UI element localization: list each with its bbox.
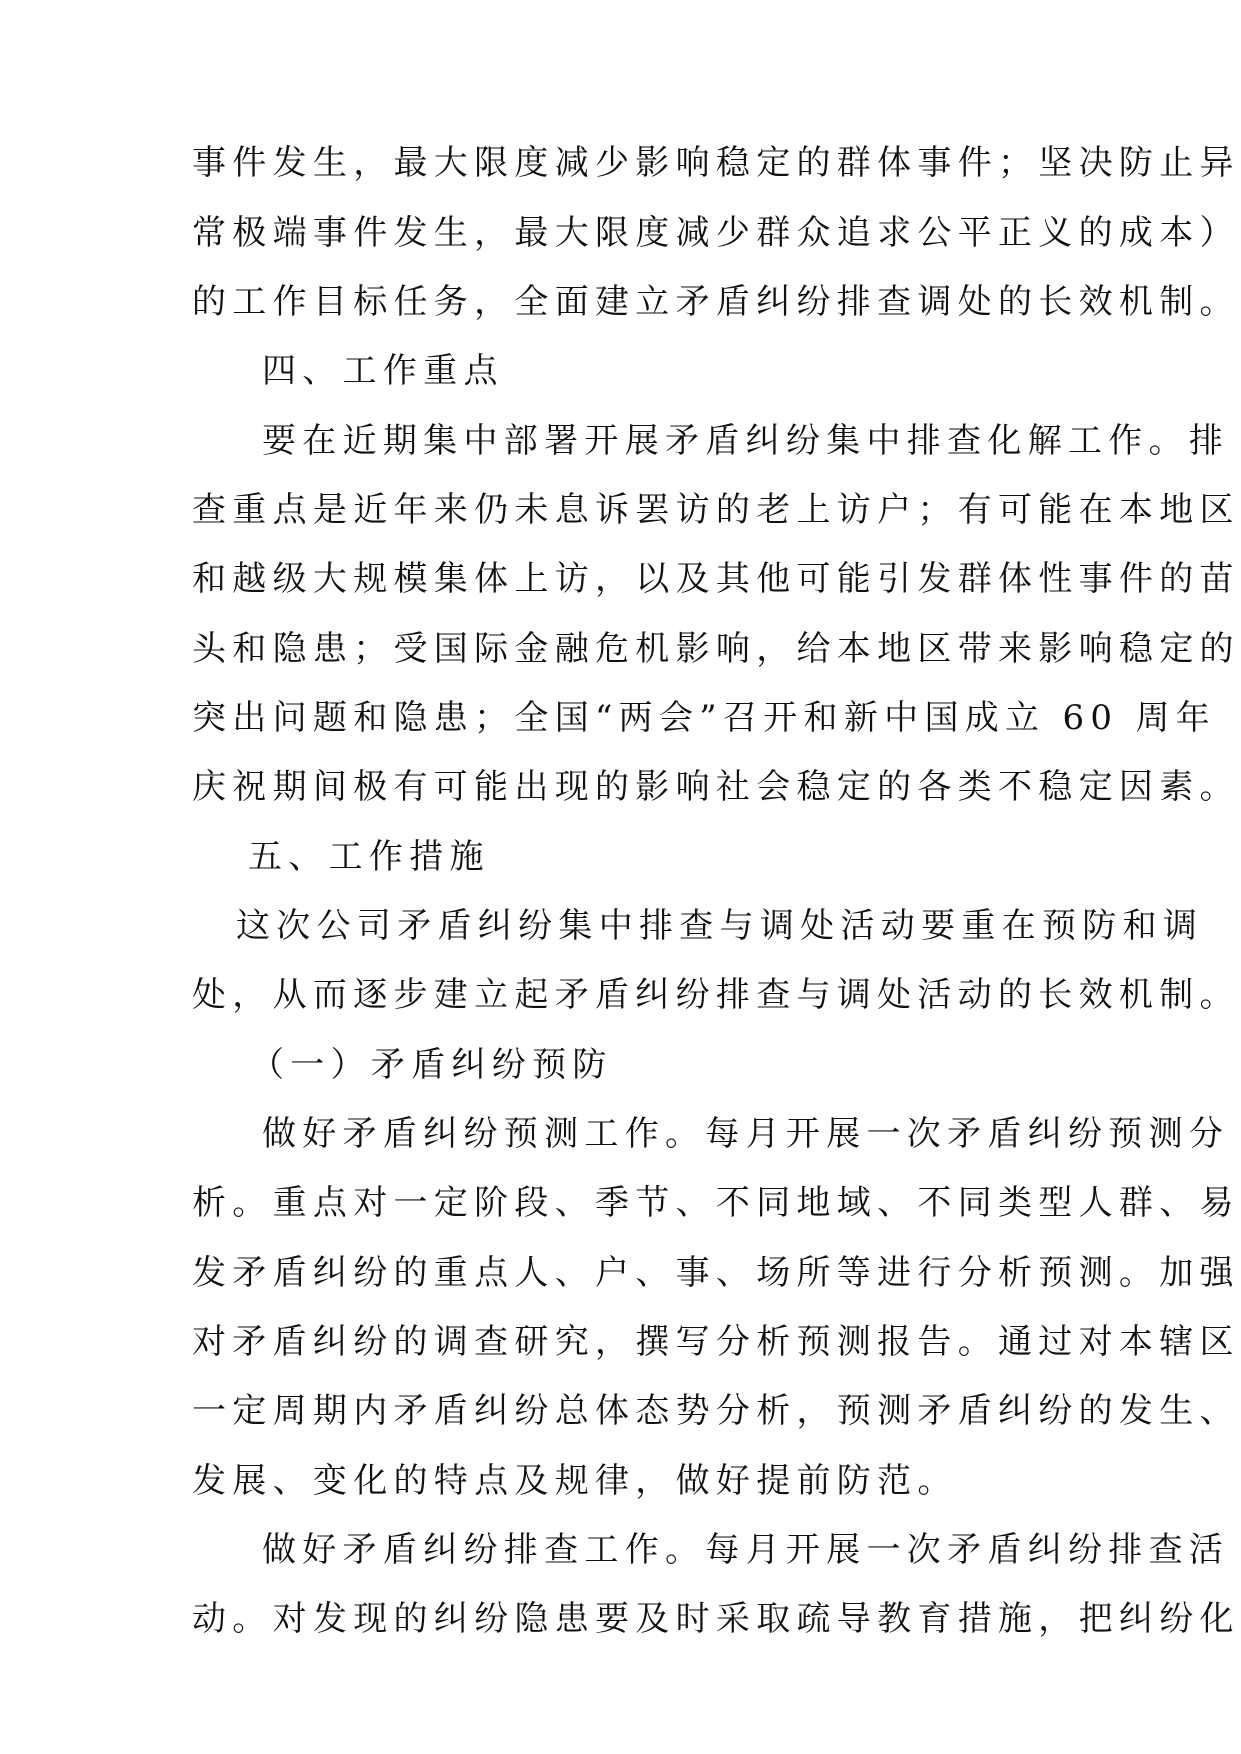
section-heading-4: 四、工作重点 — [262, 351, 504, 391]
text-line-3: 的工作目标任务，全面建立矛盾纠纷排查调处的长效机制。 — [192, 282, 1240, 322]
text-line-16: 析。重点对一定阶段、季节、不同地域、不同类型人群、易 — [192, 1183, 1240, 1223]
section-heading-5: 五、工作措施 — [248, 837, 490, 877]
text-line-15: 做好矛盾纠纷预测工作。每月开展一次矛盾纠纷预测分 — [262, 1114, 1230, 1154]
subsection-heading-1: （一）矛盾纠纷预防 — [250, 1045, 613, 1085]
text-line-1: 事件发生，最大限度减少影响稳定的群体事件；坚决防止异 — [192, 143, 1240, 183]
text-line-8: 头和隐患；受国际金融危机影响，给本地区带来影响稳定的 — [192, 629, 1240, 669]
text-line-5: 要在近期集中部署开展矛盾纠纷集中排查化解工作。排 — [262, 421, 1230, 461]
text-line-18: 对矛盾纠纷的调查研究，撰写分析预测报告。通过对本辖区 — [192, 1322, 1240, 1362]
text-line-12: 这次公司矛盾纠纷集中排查与调处活动要重在预防和调 — [236, 906, 1204, 946]
text-line-2: 常极端事件发生，最大限度减少群众追求公平正义的成本） — [192, 213, 1240, 253]
text-line-22: 动。对发现的纠纷隐患要及时采取疏导教育措施，把纠纷化 — [192, 1599, 1240, 1639]
text-line-9: 突出问题和隐患；全国“两会”召开和新中国成立 60 周年 — [192, 698, 1217, 738]
text-line-20: 发展、变化的特点及规律，做好提前防范。 — [192, 1461, 958, 1501]
text-line-13: 处，从而逐步建立起矛盾纠纷排查与调处活动的长效机制。 — [192, 975, 1240, 1015]
text-line-21: 做好矛盾纠纷排查工作。每月开展一次矛盾纠纷排查活 — [262, 1530, 1230, 1570]
text-line-17: 发矛盾纠纷的重点人、户、事、场所等进行分析预测。加强 — [192, 1253, 1240, 1293]
text-line-19: 一定周期内矛盾纠纷总体态势分析，预测矛盾纠纷的发生、 — [192, 1391, 1240, 1431]
text-line-10: 庆祝期间极有可能出现的影响社会稳定的各类不稳定因素。 — [192, 767, 1240, 807]
text-line-7: 和越级大规模集体上访，以及其他可能引发群体性事件的苗 — [192, 559, 1240, 599]
text-line-6: 查重点是近年来仍未息诉罢访的老上访户；有可能在本地区 — [192, 490, 1240, 530]
